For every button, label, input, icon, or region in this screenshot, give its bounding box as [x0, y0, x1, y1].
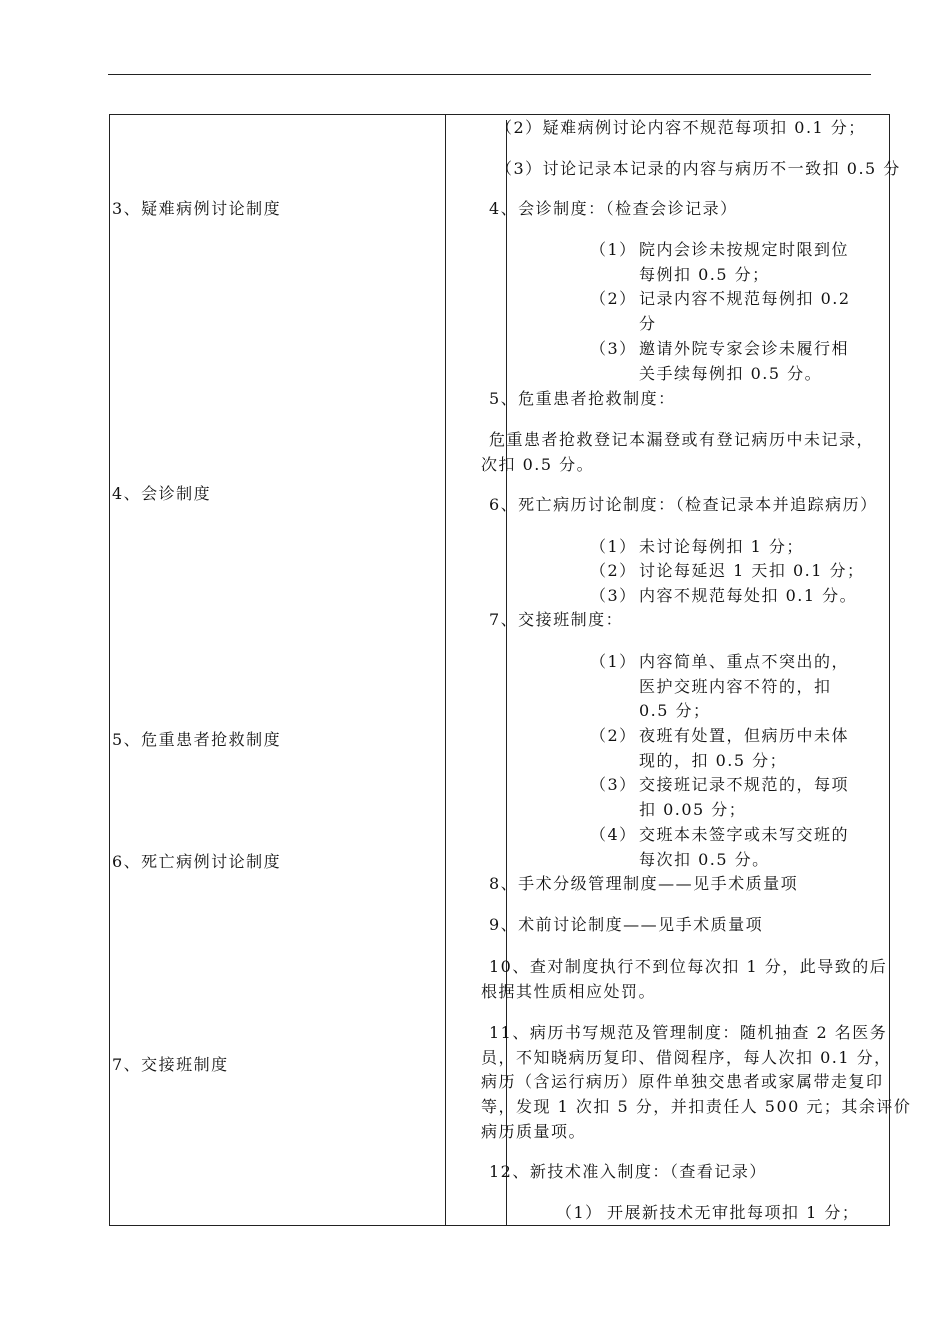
right-line: 记录内容不规范每例扣 0.2 — [639, 289, 851, 308]
right-line: 讨论每延迟 1 天扣 0.1 分； — [639, 561, 865, 580]
right-line: 病历（含运行病历）原件单独交患者或家属带走复印 — [481, 1072, 884, 1091]
column-divider — [445, 114, 446, 1226]
list-marker: （2） — [590, 289, 637, 308]
right-line: 开展新技术无审批每项扣 1 分； — [607, 1203, 860, 1222]
right-line: 扣 0.05 分； — [639, 800, 747, 819]
left-item-shift-handover: 7、交接班制度 — [112, 1055, 229, 1074]
list-marker: （1） — [590, 240, 637, 259]
right-line: 病历质量项。 — [481, 1122, 587, 1141]
left-item-difficult-case: 3、疑难病例讨论制度 — [112, 199, 282, 218]
right-line: 次扣 0.5 分。 — [481, 455, 595, 474]
right-line: 内容不规范每处扣 0.1 分。 — [639, 586, 858, 605]
right-line: 院内会诊未按规定时限到位 — [639, 240, 850, 259]
list-marker: （2） — [590, 561, 637, 580]
left-item-emergency-rescue: 5、危重患者抢救制度 — [112, 730, 282, 749]
right-heading-emergency: 5、危重患者抢救制度： — [489, 389, 676, 408]
right-line: 交接班记录不规范的，每项 — [639, 775, 850, 794]
left-item-consultation: 4、会诊制度 — [112, 484, 212, 503]
right-heading-death-case: 6、死亡病历讨论制度：（检查记录本并追踪病历） — [489, 495, 878, 514]
right-line: 员，不知晓病历复印、借阅程序，每人次扣 0.1 分， — [481, 1048, 892, 1067]
right-line: 每例扣 0.5 分； — [639, 265, 770, 284]
right-line: 11、病历书写规范及管理制度：随机抽查 2 名医务 — [489, 1023, 888, 1042]
right-line: 0.5 分； — [639, 701, 711, 720]
list-marker: （2） — [590, 726, 637, 745]
list-marker: （3） — [590, 339, 637, 358]
right-line: 每次扣 0.5 分。 — [639, 850, 770, 869]
right-line: 分 — [639, 314, 657, 333]
right-heading-shift: 7、交接班制度： — [489, 610, 624, 629]
right-line: （3）讨论记录本记录的内容与病历不一致扣 0.5 分 — [496, 159, 901, 178]
left-item-death-case: 6、死亡病例讨论制度 — [112, 852, 282, 871]
list-marker: （4） — [590, 825, 637, 844]
right-heading-consultation: 4、会诊制度：（检查会诊记录） — [489, 199, 738, 218]
right-line: 根据其性质相应处罚。 — [481, 982, 657, 1001]
right-line: 危重患者抢救登记本漏登或有登记病历中未记录， — [489, 430, 875, 449]
right-line: （2）疑难病例讨论内容不规范每项扣 0.1 分； — [496, 118, 866, 137]
list-marker: （1） — [590, 652, 637, 671]
list-marker: （3） — [590, 775, 637, 794]
right-line: 现的，扣 0.5 分； — [639, 751, 788, 770]
right-line: 未讨论每例扣 1 分； — [639, 537, 804, 556]
right-line: 等，发现 1 次扣 5 分，并扣责任人 500 元；其余评价 — [481, 1097, 912, 1116]
right-heading-surgery-grading: 8、手术分级管理制度——见手术质量项 — [489, 874, 799, 893]
right-heading-preop: 9、术前讨论制度——见手术质量项 — [489, 915, 764, 934]
right-line: 交班本未签字或未写交班的 — [639, 825, 850, 844]
right-line: 夜班有处置，但病历中未体 — [639, 726, 850, 745]
right-heading-new-tech: 12、新技术准入制度：（查看记录） — [489, 1162, 767, 1181]
header-rule — [108, 74, 871, 75]
list-marker: （1） — [556, 1203, 603, 1222]
right-line: 关手续每例扣 0.5 分。 — [639, 364, 823, 383]
right-line: 10、查对制度执行不到位每次扣 1 分，此导致的后 — [489, 957, 888, 976]
right-line: 医护交班内容不符的，扣 — [639, 677, 832, 696]
right-line: 内容简单、重点不突出的， — [639, 652, 850, 671]
list-marker: （3） — [590, 586, 637, 605]
list-marker: （1） — [590, 537, 637, 556]
right-line: 邀请外院专家会诊未履行相 — [639, 339, 850, 358]
